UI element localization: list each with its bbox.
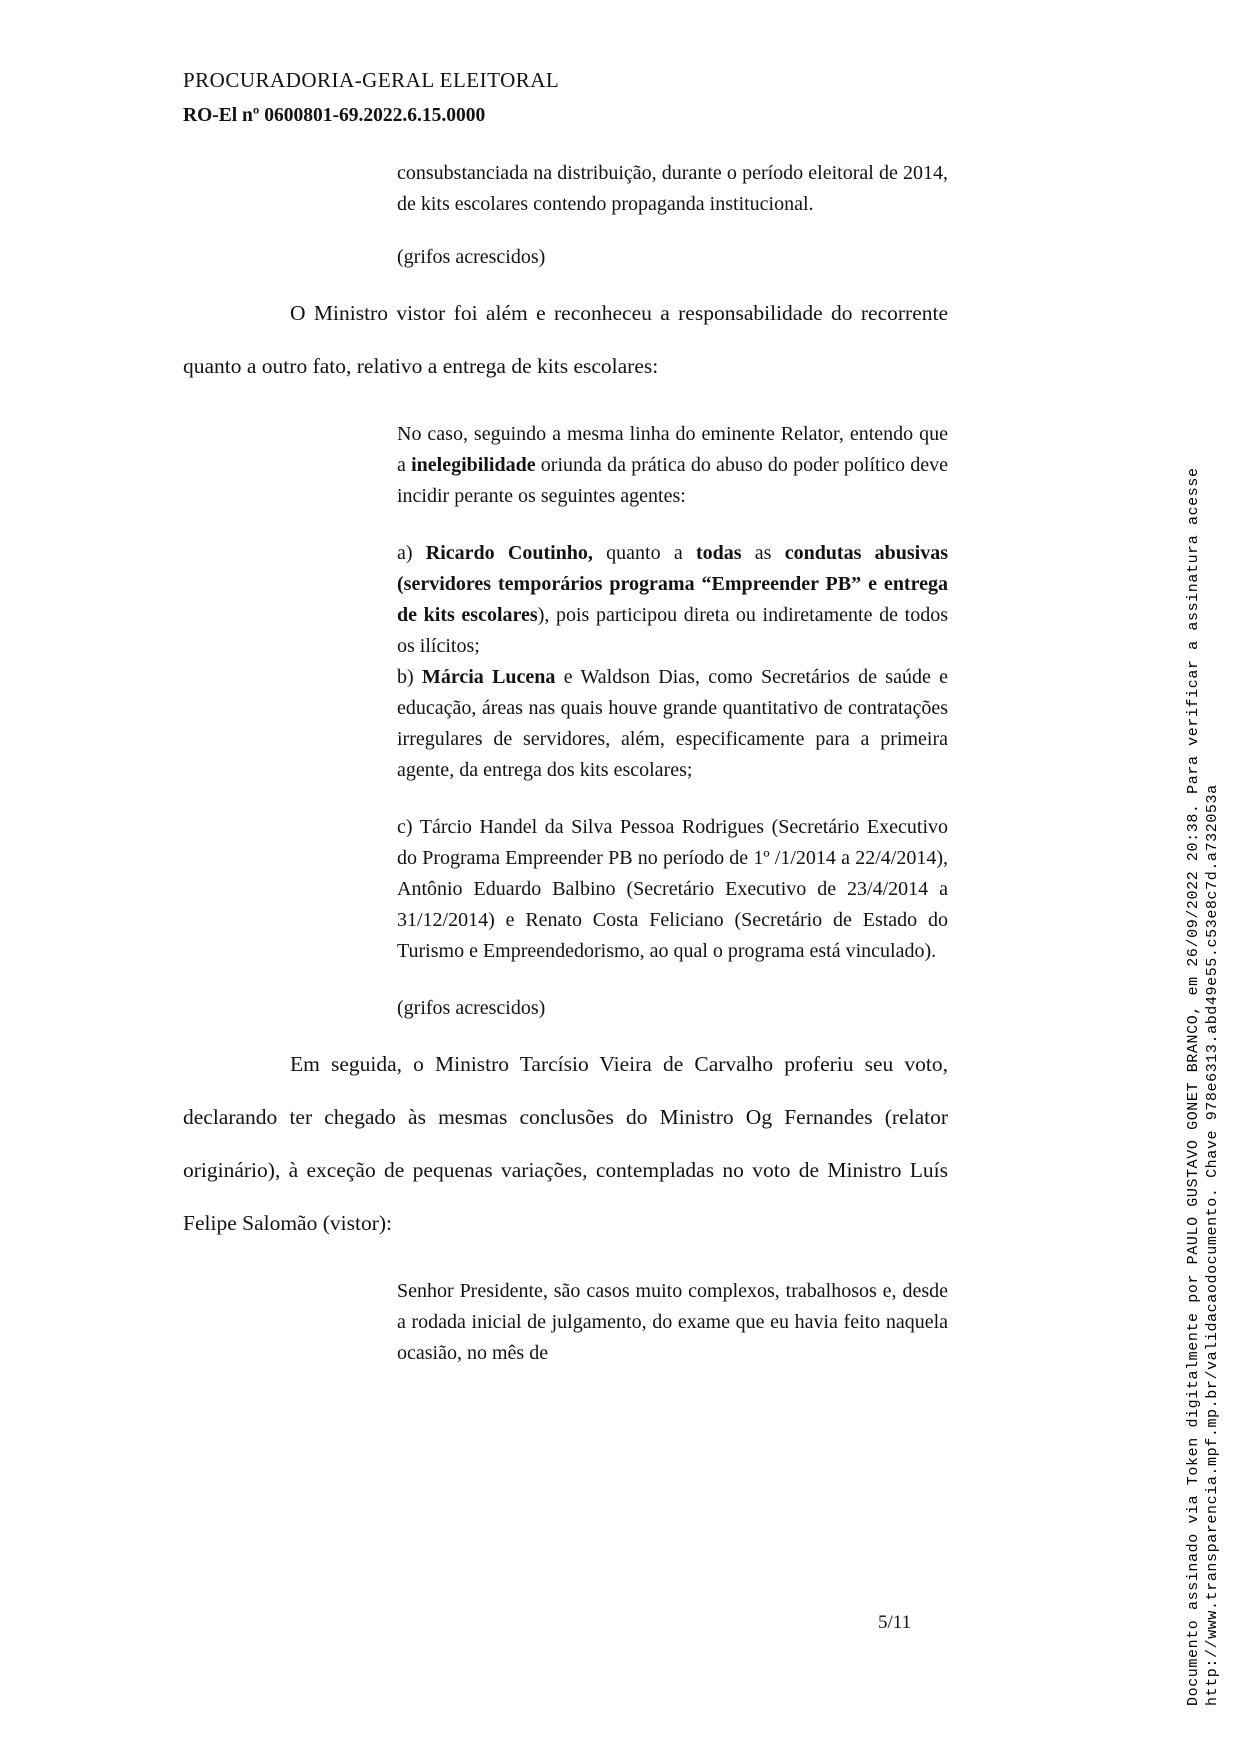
quote-block-senhor-presidente: Senhor Presidente, são casos muito complexos, trabalhosos e, desde a rodada inicial de julgamento, do exame que eu havia feito naquela ocasião, no mês de	[397, 1280, 948, 1364]
document-header	[183, 68, 953, 127]
quote-list-item-c: c) Tárcio Handel da Silva Pessoa Rodrigues (Secretário Executivo do Programa Empreender PB no período de 1º /1/2014 a 22/4/2014), Antônio Eduardo Balbino (Secretário Executivo de 23/4/2014 a 31/12/2014) e Renato Costa Feliciano (Secretário de Estado do Turismo e Empreendedorismo, ao qual o programa está vinculado).	[397, 816, 948, 962]
page-number: 5/11	[878, 1612, 912, 1633]
quote-list-item-b: b) Márcia Lucena e Waldson Dias, como Secretários de saúde e educação, áreas nas quais houve grande quantitativo de contratações irregulares de servidores, além, especificamente para a primeira agente, da entrega dos kits escolares;	[397, 666, 948, 781]
quote-block-intro: No caso, seguindo a mesma linha do eminente Relator, entendo que a inelegibilidade oriunda da prática do abuso do poder político deve incidir perante os seguintes agentes:	[397, 423, 948, 507]
quote-note-grifos-2: (grifos acrescidos)	[397, 997, 546, 1019]
org-title: PROCURADORIA-GERAL ELEITORAL	[183, 68, 560, 92]
signature-line-2: http://www.transparencia.mpf.mp.br/validacaodocumento. Chave 978e6313.abd49e55.c53e8c7d.a732053a	[1204, 784, 1221, 1706]
case-number: RO-El nº 0600801-69.2022.6.15.0000	[183, 105, 486, 126]
body-paragraph-ministro-vistor: O Ministro vistor foi além e reconheceu a responsabilidade do recorrente quanto a outro fato, relativo a entrega de kits escolares:	[183, 301, 948, 378]
quote-note-grifos-1: (grifos acrescidos)	[397, 246, 546, 268]
digital-signature-sidebar	[1184, 406, 1224, 1706]
quote-block-institutional-propaganda: consubstanciada na distribuição, durante o período eleitoral de 2014, de kits escolares contendo propaganda institucional.	[397, 162, 948, 215]
signature-line-1: Documento assinado via Token digitalmente por PAULO GUSTAVO GONET BRANCO, em 26/09/2022 20:38. Para verificar a assinatura acesse	[1185, 467, 1202, 1706]
document-body	[183, 158, 948, 1369]
quote-list-item-a: a) Ricardo Coutinho, quanto a todas as condutas abusivas (servidores temporários programa “Empreender PB” e entrega de kits escolares), pois participou direta ou indiretamente de todos os ilícitos;	[397, 542, 948, 657]
body-paragraph-em-seguida: Em seguida, o Ministro Tarcísio Vieira de Carvalho proferiu seu voto, declarando ter chegado às mesmas conclusões do Ministro Og Fernandes (relator originário), à exceção de pequenas variações, contempladas no voto de Ministro Luís Felipe Salomão (vistor):	[183, 1052, 948, 1235]
